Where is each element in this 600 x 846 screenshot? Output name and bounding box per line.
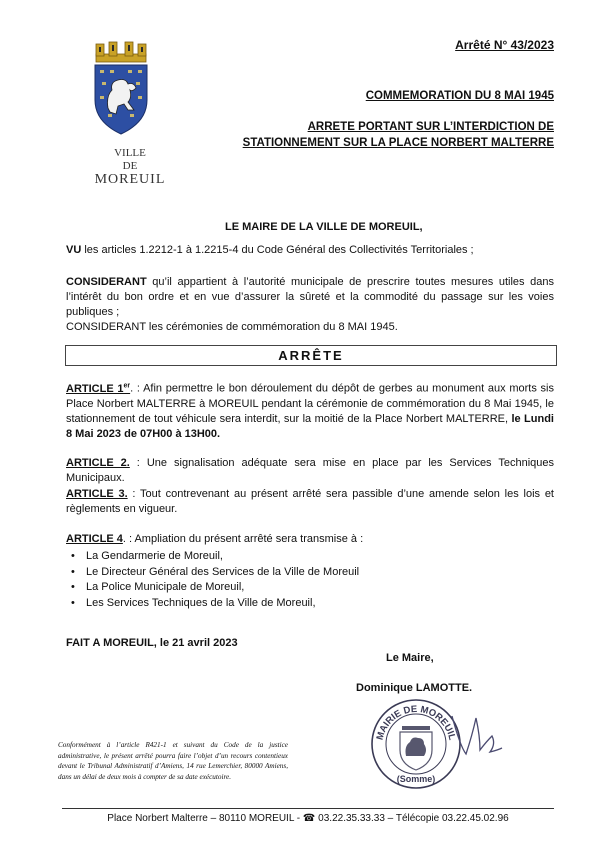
list-item: • La Gendarmerie de Moreuil, <box>66 549 554 565</box>
handwritten-signature <box>446 706 506 766</box>
considerant-paragraph <box>66 275 554 335</box>
list-item: • La Police Municipale de Moreuil, <box>66 580 554 596</box>
vu-label: VU <box>66 244 82 256</box>
article-2-text: : Une signalisation adéquate sera mise en place par les Services Techniques Municipaux. <box>66 457 554 484</box>
svg-text:(Somme): (Somme) <box>396 774 436 784</box>
article-1-date: le Lundi 8 Mai 2023 de 07H00 à 13H00. <box>66 412 554 440</box>
article-1 <box>66 378 554 442</box>
list-item: • Le Directeur Général des Services de la Ville de Moreuil <box>66 565 554 581</box>
signatory-name: Dominique LAMOTTE. <box>356 682 473 694</box>
footer-divider <box>62 808 554 809</box>
considerant-label: CONSIDERANT <box>66 276 147 288</box>
vu-text: les articles 1.2212-1 à 1.2215-4 du Code Général des Collectivités Territoriales ; <box>81 244 474 256</box>
arrete-heading: ARRÊTE <box>65 345 557 366</box>
article-1-text: . : Afin permettre le bon déroulement du dépôt de gerbes au monument aux morts sis Place Norbert MALTERRE à MOREUIL pendant la cérémonie de commémoration du 8 Mai 1945, le stationnement de tout véhicule sera interdit, sur la moitié de la Place Norbert MALTERRE, <box>66 382 554 425</box>
phone-icon: ☎ <box>302 813 316 824</box>
article-1-sup: er <box>123 382 131 389</box>
article-4-label: ARTICLE 4 <box>66 533 123 545</box>
vu-paragraph <box>66 243 554 258</box>
commemoration-title: COMMEMORATION DU 8 MAI 1945 <box>365 90 554 102</box>
svg-text:MAIRIE DE MOREUIL: MAIRIE DE MOREUIL <box>374 703 458 742</box>
recipients-list <box>66 549 554 611</box>
footer-contact <box>62 813 554 824</box>
article-1-label: ARTICLE 1er <box>66 382 131 395</box>
article-3 <box>66 487 554 517</box>
city-label-de: DE <box>122 160 138 172</box>
article-2 <box>66 456 554 486</box>
article-4 <box>66 532 554 611</box>
footer-phone: 03.22.35.33.33 – Télécopie 03.22.45.02.96 <box>315 813 509 824</box>
subject-line-1: ARRETE PORTANT SUR L’INTERDICTION DE <box>307 121 554 133</box>
considerant-text: qu’il appartient à l’autorité municipale de prescrire toutes mesures utiles dans l’intérêt du bon ordre et en vue d’assurer la sûreté et la commodité du passage sur les voies publiques ; <box>66 276 554 318</box>
article-2-label: ARTICLE 2. <box>66 457 130 469</box>
footer-address: Place Norbert Malterre – 80110 MOREUIL - <box>107 813 303 824</box>
city-coat-of-arms-icon <box>90 38 152 138</box>
fait-a-date: FAIT A MOREUIL, le 21 avril 2023 <box>66 637 238 649</box>
city-label-ville: VILLE <box>114 147 146 159</box>
arrete-number: Arrêté N° 43/2023 <box>455 38 554 52</box>
legal-notice: Conformément à l’article R421-1 et suivant du Code de la justice administrative, le présent arrêté pourra faire l’objet d’un recours contentieux devant le Tribunal Administratif d’Amiens, 14 rue Lemerchier, 80000 Amiens, dans un délai de deux mois à compter de sa date exécutoire. <box>58 741 288 781</box>
article-4-text: . : Ampliation du présent arrêté sera transmise à : <box>122 533 364 545</box>
article-3-text: : Tout contrevenant au présent arrêté sera passible d’une amende selon les lois et règlements en vigueur. <box>66 488 554 515</box>
list-item: • Les Services Techniques de la Ville de Moreuil, <box>66 596 554 612</box>
article-3-label: ARTICLE 3. <box>66 488 128 500</box>
mayor-heading: LE MAIRE DE LA VILLE DE MOREUIL, <box>225 221 423 233</box>
signatory-title: Le Maire, <box>386 652 434 664</box>
city-label-moreuil: MOREUIL <box>94 172 166 187</box>
considerant-2: CONSIDERANT les cérémonies de commémoration du 8 MAI 1945. <box>66 321 398 333</box>
subject-line-2: STATIONNEMENT SUR LA PLACE NORBERT MALTERRE <box>242 137 554 149</box>
